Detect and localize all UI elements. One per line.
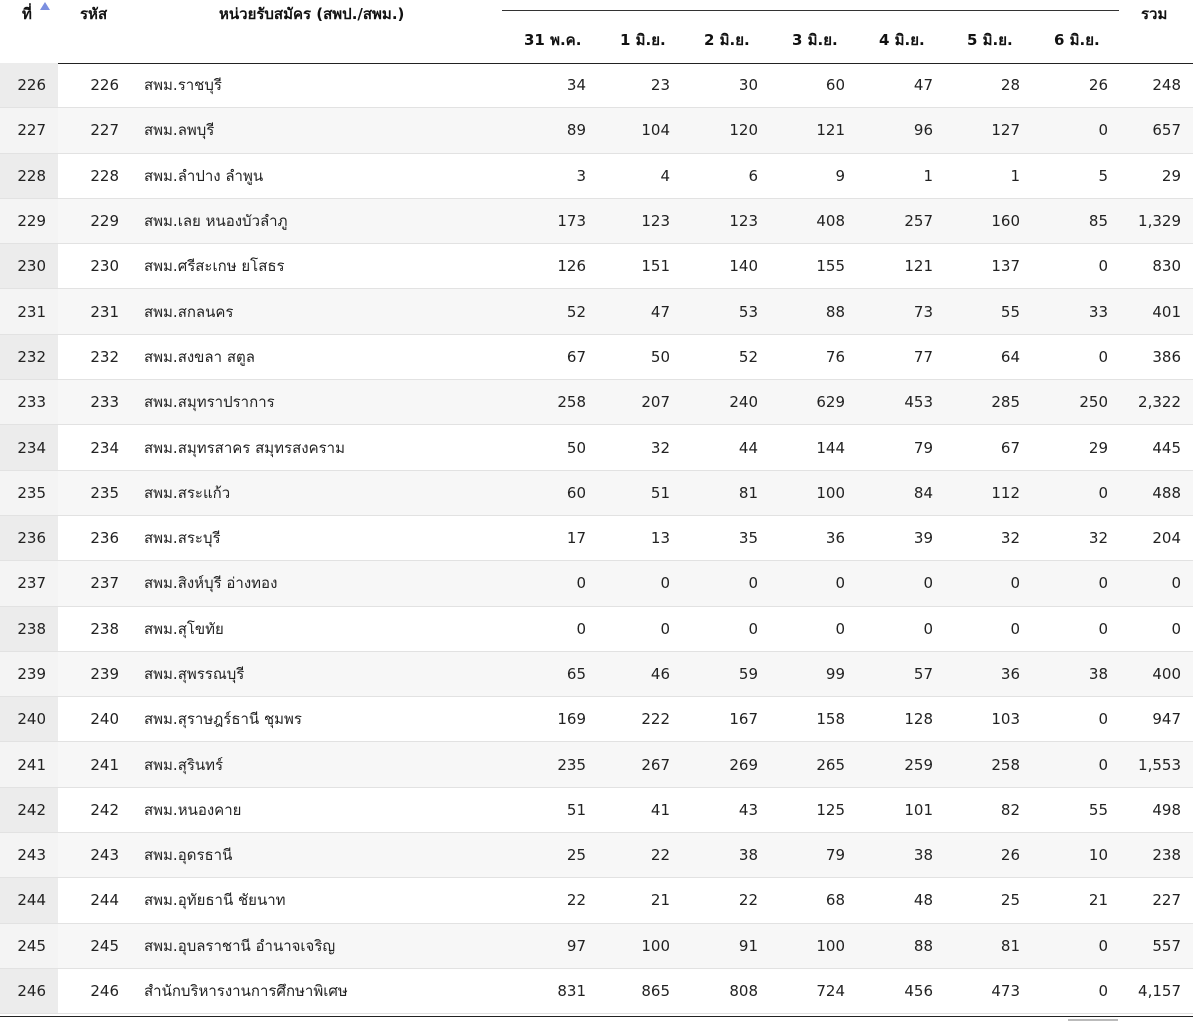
- table-row[interactable]: [0, 380, 1193, 425]
- row-value-date-1: 47: [650, 302, 670, 321]
- row-value-date-2: 30: [738, 76, 758, 95]
- row-unit-name: สพม.ลพบุรี: [144, 121, 215, 140]
- row-value-date-1: 123: [641, 212, 670, 231]
- column-header-index[interactable]: ที่: [22, 5, 32, 23]
- row-value-date-6: 32: [1088, 529, 1108, 548]
- row-value-date-0: 25: [566, 846, 586, 865]
- row-value-date-1: 865: [641, 982, 670, 1001]
- row-value-date-1: 222: [641, 710, 670, 729]
- row-code: 234: [90, 438, 119, 457]
- row-value-date-1: 104: [641, 121, 670, 140]
- column-header-date-4[interactable]: 4 มิ.ย.: [879, 31, 925, 49]
- row-value-date-2: 0: [748, 619, 758, 638]
- row-value-date-3: 629: [816, 393, 845, 412]
- row-value-date-3: 79: [825, 846, 845, 865]
- row-total: 947: [1152, 710, 1181, 729]
- row-value-date-6: 0: [1098, 121, 1108, 140]
- table-header: [0, 0, 1193, 64]
- column-header-code[interactable]: รหัส: [80, 5, 108, 23]
- row-value-date-6: 0: [1098, 936, 1108, 955]
- row-value-date-6: 0: [1098, 755, 1108, 774]
- row-unit-name: สพม.สุโขทัย: [144, 619, 224, 638]
- row-total: 830: [1152, 257, 1181, 276]
- row-index: 239: [17, 665, 46, 683]
- row-index: 238: [17, 619, 46, 638]
- row-unit-name: สพม.สุรินทร์: [144, 755, 224, 774]
- row-value-date-5: 473: [991, 982, 1020, 1001]
- row-value-date-0: 89: [566, 121, 586, 140]
- row-code: 237: [90, 574, 119, 593]
- row-total: 657: [1152, 121, 1181, 140]
- row-index: 227: [17, 121, 46, 140]
- row-value-date-5: 0: [1010, 619, 1020, 638]
- row-total: 227: [1152, 891, 1181, 910]
- row-code: 235: [90, 483, 119, 502]
- row-value-date-2: 35: [738, 529, 758, 548]
- row-value-date-5: 0: [1010, 574, 1020, 593]
- row-total: 386: [1152, 347, 1181, 366]
- row-total: 401: [1152, 302, 1181, 321]
- row-value-date-4: 79: [913, 438, 933, 457]
- row-value-date-4: 456: [904, 982, 933, 1001]
- table-row[interactable]: [0, 697, 1193, 742]
- table-row[interactable]: [0, 788, 1193, 833]
- table-row[interactable]: [0, 924, 1193, 969]
- row-value-date-6: 0: [1098, 710, 1108, 729]
- row-total: 445: [1152, 438, 1181, 457]
- table-row[interactable]: [0, 742, 1193, 787]
- row-value-date-3: 0: [835, 574, 845, 593]
- row-value-date-6: 0: [1098, 574, 1108, 593]
- row-value-date-1: 32: [650, 438, 670, 457]
- row-code: 231: [90, 302, 119, 321]
- row-value-date-1: 0: [660, 574, 670, 593]
- row-value-date-2: 269: [729, 755, 758, 774]
- row-total: 1,553: [1138, 755, 1181, 774]
- row-value-date-3: 36: [825, 529, 845, 548]
- row-value-date-3: 121: [816, 121, 845, 140]
- row-value-date-5: 160: [991, 212, 1020, 231]
- row-value-date-4: 38: [913, 846, 933, 865]
- row-value-date-0: 235: [557, 755, 586, 774]
- row-total: 557: [1152, 936, 1181, 955]
- row-value-date-0: 67: [566, 347, 586, 366]
- row-value-date-5: 258: [991, 755, 1020, 774]
- row-total: 498: [1152, 800, 1181, 819]
- row-total: 2,322: [1138, 393, 1181, 412]
- row-unit-name: สพม.สระแก้ว: [144, 483, 231, 502]
- row-value-date-3: 76: [825, 347, 845, 366]
- row-code: 226: [90, 76, 119, 95]
- table-row[interactable]: [0, 425, 1193, 470]
- table-row[interactable]: [0, 289, 1193, 334]
- row-value-date-2: 81: [738, 483, 758, 502]
- column-header-total[interactable]: รวม: [1141, 5, 1168, 23]
- row-value-date-1: 207: [641, 393, 670, 412]
- row-value-date-4: 453: [904, 393, 933, 412]
- row-index: 242: [17, 800, 46, 819]
- row-value-date-4: 0: [923, 574, 933, 593]
- row-index: 228: [17, 166, 46, 185]
- row-value-date-3: 60: [825, 76, 845, 95]
- table-row[interactable]: [0, 652, 1193, 697]
- row-code: 245: [90, 936, 119, 955]
- row-index: 235: [17, 483, 46, 502]
- row-index: 237: [17, 574, 46, 593]
- table-row[interactable]: [0, 561, 1193, 606]
- row-value-date-2: 91: [738, 936, 758, 955]
- row-value-date-0: 0: [576, 619, 586, 638]
- column-header-date-0[interactable]: 31 พ.ค.: [524, 31, 582, 49]
- row-index: 246: [17, 982, 46, 1001]
- row-value-date-2: 53: [738, 302, 758, 321]
- row-value-date-2: 167: [729, 710, 758, 729]
- row-value-date-1: 151: [641, 257, 670, 276]
- row-value-date-6: 0: [1098, 982, 1108, 1001]
- row-index: 234: [17, 438, 46, 457]
- row-value-date-6: 55: [1088, 800, 1108, 819]
- row-value-date-4: 47: [913, 76, 933, 95]
- row-value-date-0: 831: [557, 982, 586, 1001]
- table-row[interactable]: [0, 878, 1193, 923]
- row-value-date-3: 408: [816, 212, 845, 231]
- row-code: 240: [90, 710, 119, 729]
- row-total: 0: [1171, 619, 1181, 638]
- row-code: 246: [90, 982, 119, 1001]
- row-index: 244: [17, 891, 46, 910]
- row-value-date-4: 57: [913, 665, 933, 683]
- row-unit-name: สพม.สมุทรสาคร สมุทรสงคราม: [144, 438, 345, 457]
- row-value-date-6: 85: [1088, 212, 1108, 231]
- row-value-date-3: 100: [816, 936, 845, 955]
- row-index: 240: [17, 710, 46, 729]
- row-unit-name: สพม.ราชบุรี: [144, 76, 222, 95]
- row-value-date-2: 0: [748, 574, 758, 593]
- row-value-date-5: 26: [1000, 846, 1020, 865]
- row-value-date-5: 32: [1000, 529, 1020, 548]
- row-code: 244: [90, 891, 119, 910]
- row-unit-name: สพม.อุทัยธานี ชัยนาท: [144, 891, 286, 910]
- table-footer-divider: [0, 1016, 1193, 1017]
- row-value-date-0: 65: [566, 665, 586, 683]
- row-value-date-4: 101: [904, 800, 933, 819]
- table-row[interactable]: [0, 471, 1193, 516]
- table-row[interactable]: [0, 199, 1193, 244]
- row-value-date-1: 21: [650, 891, 670, 910]
- row-value-date-5: 25: [1000, 891, 1020, 910]
- row-value-date-0: 126: [557, 257, 586, 276]
- row-value-date-2: 123: [729, 212, 758, 231]
- row-value-date-0: 97: [566, 936, 586, 955]
- row-value-date-6: 0: [1098, 347, 1108, 366]
- row-total: 400: [1152, 665, 1181, 683]
- row-value-date-2: 140: [729, 257, 758, 276]
- table-row[interactable]: [0, 108, 1193, 153]
- row-index: 226: [17, 76, 46, 95]
- row-value-date-4: 73: [913, 302, 933, 321]
- row-value-date-4: 259: [904, 755, 933, 774]
- row-value-date-2: 22: [738, 891, 758, 910]
- table-row[interactable]: [0, 335, 1193, 380]
- row-value-date-4: 96: [913, 121, 933, 140]
- row-index: 245: [17, 936, 46, 955]
- row-value-date-6: 0: [1098, 257, 1108, 276]
- row-value-date-5: 112: [991, 483, 1020, 502]
- row-index: 231: [17, 302, 46, 321]
- row-value-date-1: 41: [650, 800, 670, 819]
- column-header-date-6[interactable]: 6 มิ.ย.: [1054, 31, 1100, 49]
- row-value-date-2: 120: [729, 121, 758, 140]
- table-row[interactable]: [0, 607, 1193, 652]
- row-value-date-4: 1: [923, 166, 933, 185]
- row-index: 243: [17, 846, 46, 865]
- column-header-unit[interactable]: หน่วยรับสมัคร (สพป./สพม.): [219, 5, 405, 23]
- row-index: 233: [17, 393, 46, 412]
- row-value-date-2: 43: [738, 800, 758, 819]
- row-value-date-5: 67: [1000, 438, 1020, 457]
- row-index: 241: [17, 755, 46, 774]
- row-code: 232: [90, 347, 119, 366]
- table-row[interactable]: [0, 833, 1193, 878]
- row-unit-name: สพม.สุราษฎร์ธานี ชุมพร: [144, 710, 302, 729]
- row-unit-name: สพม.สระบุรี: [144, 529, 221, 548]
- row-code: 239: [90, 665, 119, 683]
- row-value-date-4: 48: [913, 891, 933, 910]
- row-value-date-2: 59: [738, 665, 758, 683]
- row-code: 228: [90, 166, 119, 185]
- row-value-date-5: 55: [1000, 302, 1020, 321]
- row-value-date-3: 155: [816, 257, 845, 276]
- row-value-date-5: 285: [991, 393, 1020, 412]
- row-unit-name: สพม.สุพรรณบุรี: [144, 665, 245, 683]
- row-value-date-0: 34: [566, 76, 586, 95]
- row-value-date-5: 82: [1000, 800, 1020, 819]
- row-value-date-6: 29: [1088, 438, 1108, 457]
- row-value-date-0: 51: [566, 800, 586, 819]
- row-value-date-3: 99: [825, 665, 845, 683]
- row-value-date-0: 173: [557, 212, 586, 231]
- row-value-date-6: 10: [1088, 846, 1108, 865]
- row-total: 204: [1152, 529, 1181, 548]
- row-total: 488: [1152, 483, 1181, 502]
- row-value-date-3: 88: [825, 302, 845, 321]
- row-value-date-0: 22: [566, 891, 586, 910]
- row-unit-name: สพม.สกลนคร: [144, 302, 234, 321]
- row-value-date-0: 52: [566, 302, 586, 321]
- row-value-date-6: 26: [1088, 76, 1108, 95]
- row-value-date-4: 128: [904, 710, 933, 729]
- row-value-date-0: 3: [576, 166, 586, 185]
- row-value-date-3: 144: [816, 438, 845, 457]
- row-value-date-2: 38: [738, 846, 758, 865]
- row-code: 229: [90, 212, 119, 231]
- row-value-date-5: 137: [991, 257, 1020, 276]
- date-group-divider: [502, 10, 1119, 11]
- row-total: 248: [1152, 76, 1181, 95]
- row-value-date-3: 265: [816, 755, 845, 774]
- row-value-date-1: 0: [660, 619, 670, 638]
- row-value-date-5: 103: [991, 710, 1020, 729]
- row-value-date-1: 13: [650, 529, 670, 548]
- row-value-date-4: 88: [913, 936, 933, 955]
- row-value-date-5: 127: [991, 121, 1020, 140]
- row-value-date-2: 240: [729, 393, 758, 412]
- row-value-date-0: 60: [566, 483, 586, 502]
- column-header-date-2[interactable]: 2 มิ.ย.: [704, 31, 750, 49]
- row-value-date-1: 4: [660, 166, 670, 185]
- column-header-date-5[interactable]: 5 มิ.ย.: [967, 31, 1013, 49]
- row-code: 236: [90, 529, 119, 548]
- row-value-date-1: 100: [641, 936, 670, 955]
- row-value-date-4: 84: [913, 483, 933, 502]
- column-header-date-3[interactable]: 3 มิ.ย.: [792, 31, 838, 49]
- column-header-date-1[interactable]: 1 มิ.ย.: [620, 31, 666, 49]
- row-value-date-4: 0: [923, 619, 933, 638]
- row-code: 238: [90, 619, 119, 638]
- row-unit-name: สพม.หนองคาย: [144, 800, 242, 819]
- row-code: 242: [90, 800, 119, 819]
- row-value-date-0: 169: [557, 710, 586, 729]
- row-value-date-2: 52: [738, 347, 758, 366]
- row-value-date-5: 81: [1000, 936, 1020, 955]
- row-value-date-5: 36: [1000, 665, 1020, 683]
- row-code: 227: [90, 121, 119, 140]
- row-unit-name: สพม.สมุทราปราการ: [144, 393, 275, 412]
- row-code: 230: [90, 257, 119, 276]
- row-value-date-1: 50: [650, 347, 670, 366]
- row-value-date-6: 33: [1088, 302, 1108, 321]
- row-unit-name: สพม.อุบลราชานี อำนาจเจริญ: [144, 936, 336, 955]
- row-value-date-0: 50: [566, 438, 586, 457]
- row-unit-name: สพม.อุดรธานี: [144, 846, 233, 865]
- table-row[interactable]: [0, 244, 1193, 289]
- row-unit-name: สำนักบริหารงานการศึกษาพิเศษ: [144, 982, 348, 1001]
- row-value-date-1: 23: [650, 76, 670, 95]
- row-value-date-0: 258: [557, 393, 586, 412]
- row-code: 233: [90, 393, 119, 412]
- row-value-date-3: 68: [825, 891, 845, 910]
- row-value-date-1: 267: [641, 755, 670, 774]
- row-index: 232: [17, 347, 46, 366]
- row-value-date-6: 0: [1098, 619, 1108, 638]
- table-row[interactable]: [0, 154, 1193, 199]
- row-value-date-2: 6: [748, 166, 758, 185]
- row-total: 238: [1152, 846, 1181, 865]
- row-value-date-6: 0: [1098, 483, 1108, 502]
- row-value-date-6: 250: [1079, 393, 1108, 412]
- row-index: 236: [17, 529, 46, 548]
- row-total: 1,329: [1138, 212, 1181, 231]
- row-value-date-0: 17: [566, 529, 586, 548]
- row-value-date-6: 5: [1098, 166, 1108, 185]
- table-body: [0, 63, 1193, 1014]
- row-value-date-0: 0: [576, 574, 586, 593]
- row-index: 230: [17, 257, 46, 276]
- row-value-date-1: 22: [650, 846, 670, 865]
- row-value-date-3: 125: [816, 800, 845, 819]
- row-unit-name: สพม.สิงห์บุรี อ่างทอง: [144, 574, 278, 593]
- row-value-date-6: 38: [1088, 665, 1108, 683]
- row-value-date-6: 21: [1088, 891, 1108, 910]
- row-total: 4,157: [1138, 982, 1181, 1001]
- sort-ascending-icon[interactable]: [39, 1, 51, 11]
- row-code: 241: [90, 755, 119, 774]
- row-unit-name: สพม.ศรีสะเกษ ยโสธร: [144, 257, 285, 276]
- row-value-date-4: 121: [904, 257, 933, 276]
- row-value-date-3: 100: [816, 483, 845, 502]
- row-value-date-1: 51: [650, 483, 670, 502]
- row-value-date-5: 64: [1000, 347, 1020, 366]
- row-code: 243: [90, 846, 119, 865]
- row-value-date-4: 77: [913, 347, 933, 366]
- row-value-date-1: 46: [650, 665, 670, 683]
- row-unit-name: สพม.สงขลา สตูล: [144, 347, 255, 366]
- row-unit-name: สพม.ลำปาง ลำพูน: [144, 166, 264, 185]
- row-value-date-3: 9: [835, 166, 845, 185]
- row-value-date-4: 257: [904, 212, 933, 231]
- row-value-date-4: 39: [913, 529, 933, 548]
- row-value-date-5: 28: [1000, 76, 1020, 95]
- row-value-date-3: 0: [835, 619, 845, 638]
- row-total: 0: [1171, 574, 1181, 593]
- row-total: 29: [1161, 166, 1181, 185]
- row-index: 229: [17, 212, 46, 231]
- table-row[interactable]: [0, 969, 1193, 1014]
- table-row[interactable]: [0, 516, 1193, 561]
- row-value-date-3: 724: [816, 982, 845, 1001]
- row-value-date-2: 808: [729, 982, 758, 1001]
- row-value-date-3: 158: [816, 710, 845, 729]
- row-unit-name: สพม.เลย หนองบัวลำภู: [144, 212, 288, 231]
- row-value-date-2: 44: [738, 438, 758, 457]
- table-row[interactable]: [0, 63, 1193, 108]
- row-value-date-5: 1: [1010, 166, 1020, 185]
